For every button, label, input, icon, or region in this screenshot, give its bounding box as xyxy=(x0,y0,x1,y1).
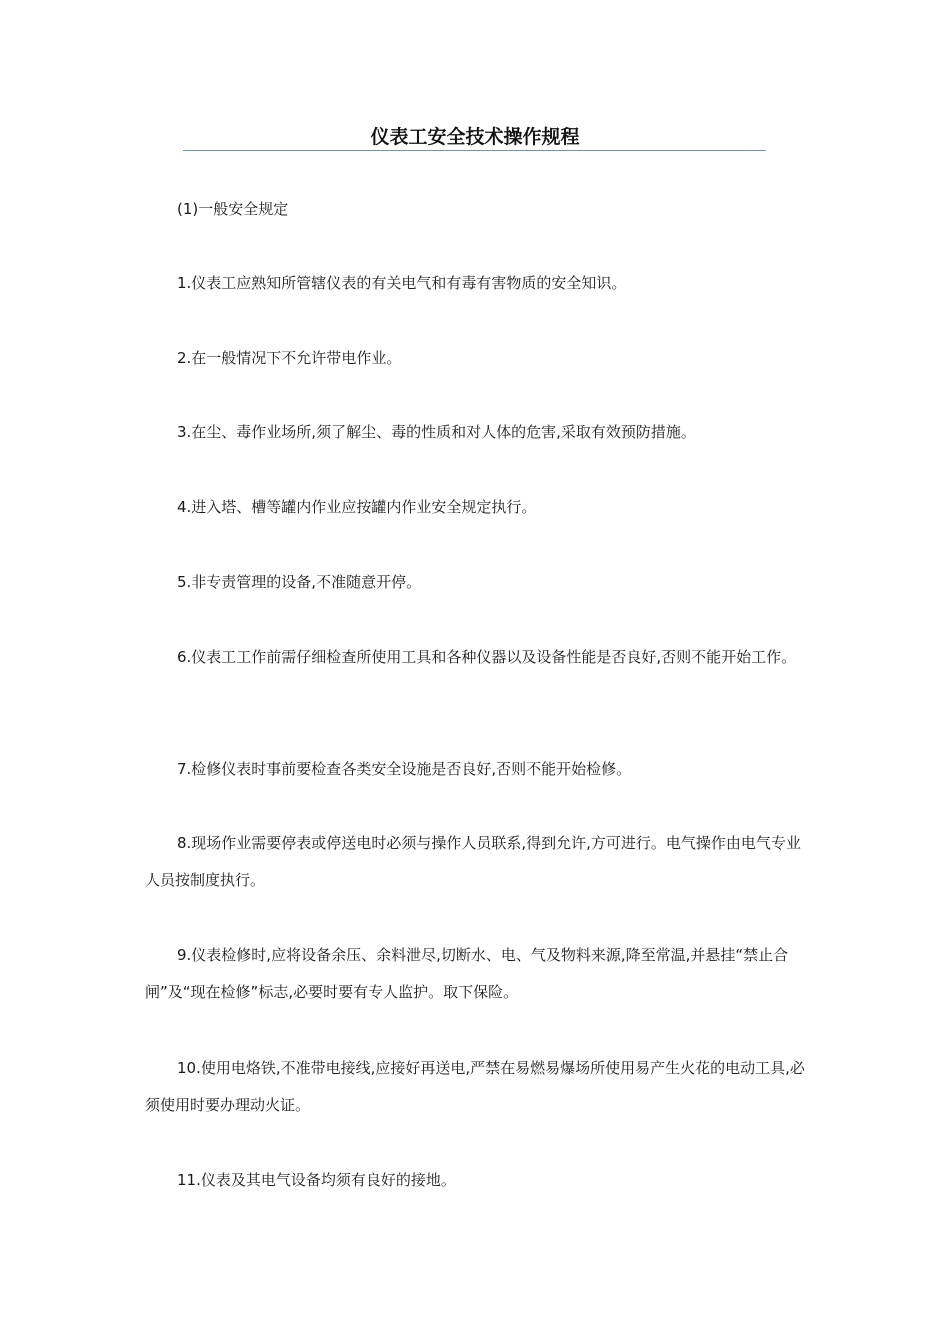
rule-item-11: 11.仪表及其电气设备均须有良好的接地。 xyxy=(177,1171,456,1189)
rule-item-7: 7.检修仪表时事前要检查各类安全设施是否良好,否则不能开始检修。 xyxy=(177,760,632,778)
rule-item-2: 2.在一般情况下不允许带电作业。 xyxy=(177,349,402,367)
section-heading: (1)一般安全规定 xyxy=(177,200,289,218)
document-title: 仪表工安全技术操作规程 xyxy=(370,126,580,148)
rule-item-9: 9.仪表检修时,应将设备余压、余料泄尽,切断水、电、气及物料来源,降至常温,并悬挂“禁止合闸”及“现在检修”标志,必要时要有专人监护。取下保险。 xyxy=(145,946,789,1001)
rule-item-1: 1.仪表工应熟知所管辖仪表的有关电气和有毒有害物质的安全知识。 xyxy=(177,274,627,292)
rule-item-4: 4.进入塔、槽等罐内作业应按罐内作业安全规定执行。 xyxy=(177,498,537,516)
rule-item-8: 8.现场作业需要停表或停送电时必须与操作人员联系,得到允许,方可进行。电气操作由电气专业人员按制度执行。 xyxy=(145,834,801,889)
rule-item-10: 10.使用电烙铁,不准带电接线,应接好再送电,严禁在易燃易爆场所使用易产生火花的电动工具,必须使用时要办理动火证。 xyxy=(145,1059,805,1114)
title-underline xyxy=(183,150,766,151)
rule-item-5: 5.非专责管理的设备,不准随意开停。 xyxy=(177,573,422,591)
rule-item-3: 3.在尘、毒作业场所,须了解尘、毒的性质和对人体的危害,采取有效预防措施。 xyxy=(177,423,696,441)
rule-item-6: 6.仪表工工作前需仔细检查所使用工具和各种仪器以及设备性能是否良好,否则不能开始工作。 xyxy=(177,648,797,666)
